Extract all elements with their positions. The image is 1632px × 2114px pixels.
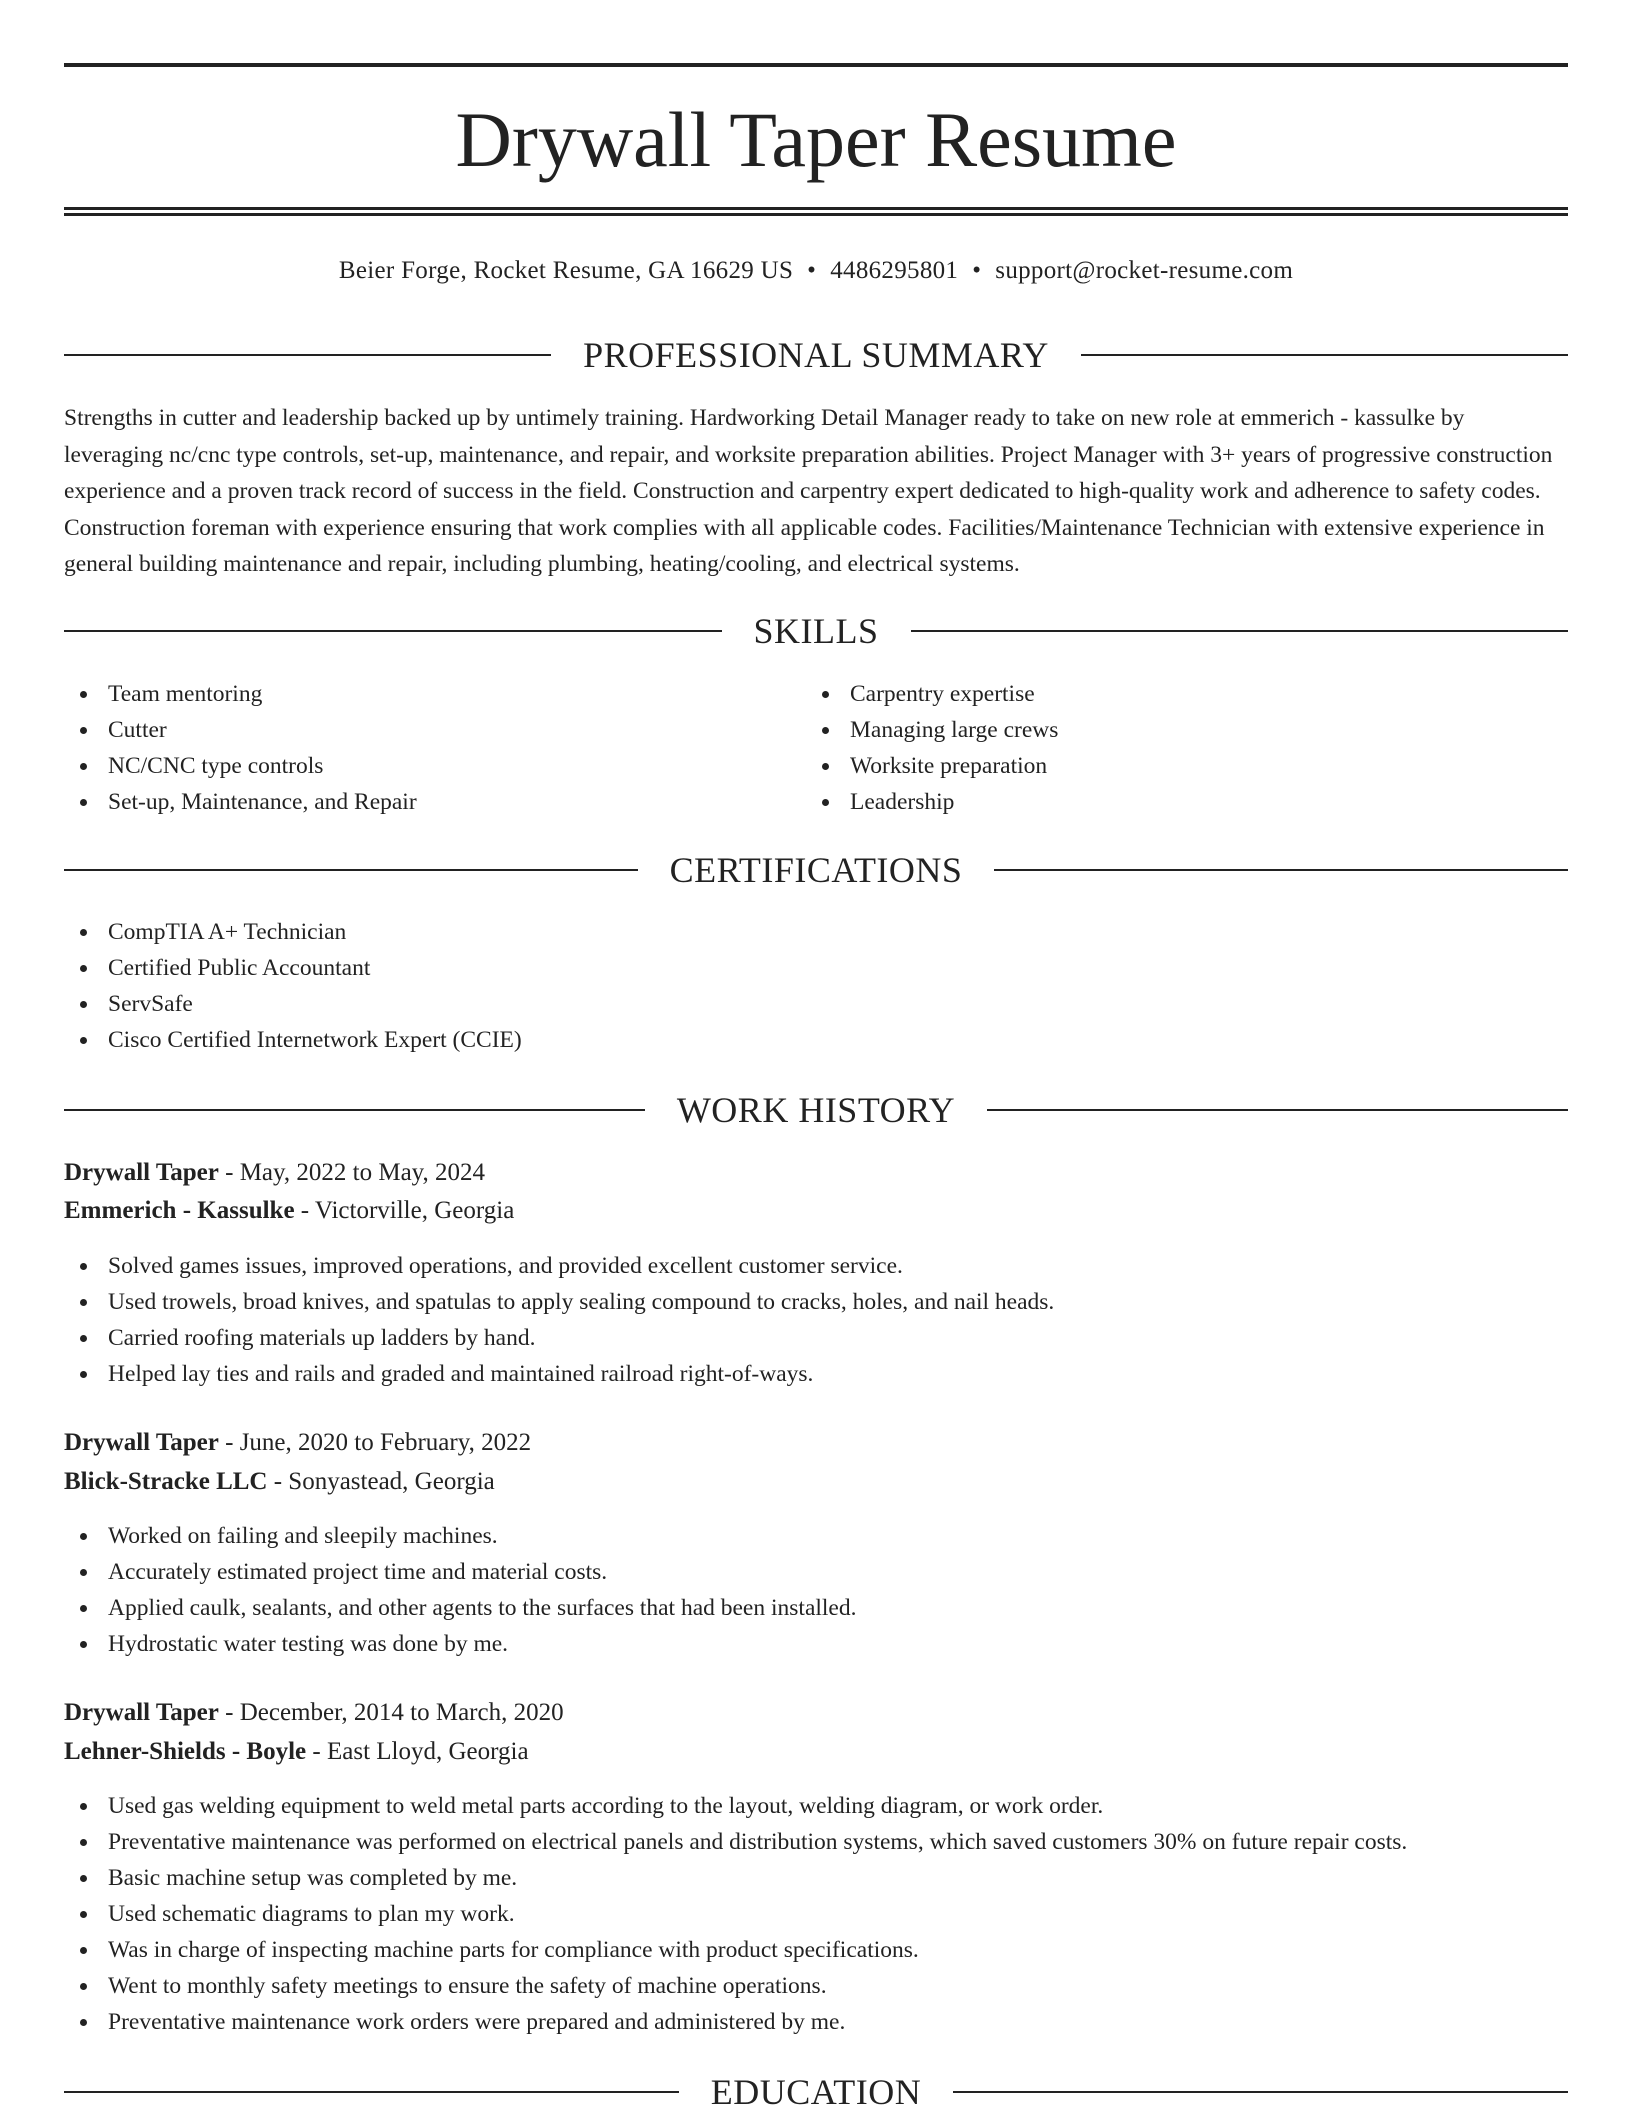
- list-item: Managing large crews: [806, 712, 1058, 748]
- section-header-education: [64, 2070, 1568, 2114]
- dash: -: [218, 1699, 240, 1726]
- divider: [64, 354, 551, 356]
- job-company-line: [64, 1464, 495, 1500]
- job-bullets: [64, 1788, 1407, 2040]
- list-item: Preventative maintenance work orders were prepared and administered by me.: [64, 2004, 1407, 2040]
- list-item: Team mentoring: [64, 676, 417, 712]
- section-header-work-history: [64, 1088, 1568, 1132]
- job-title-line: [64, 1425, 531, 1461]
- list-item: Carried roofing materials up ladders by hand.: [64, 1320, 1054, 1356]
- divider: [64, 630, 722, 632]
- top-rule: [64, 63, 1568, 67]
- job-bullets: [64, 1518, 857, 1662]
- job-company-line: [64, 1193, 514, 1229]
- list-item: Basic machine setup was completed by me.: [64, 1860, 1407, 1896]
- dash: -: [306, 1738, 327, 1765]
- dash: -: [218, 1159, 240, 1186]
- list-item: Cutter: [64, 712, 417, 748]
- title-double-rule: [64, 207, 1568, 216]
- dash: -: [267, 1468, 289, 1495]
- job-location: East Lloyd, Georgia: [326, 1738, 529, 1765]
- contact-separator: •: [972, 257, 982, 284]
- list-item: ServSafe: [64, 986, 522, 1022]
- summary-text: Strengths in cutter and leadership backed up by untimely training. Hardworking Detail Manager ready to take on new role at emmerich - kassulke by leveraging nc/cnc type controls, set-up, maintenance, and repair, and worksite preparation abilities. Project Manager with 3+ years of progressive construction experience and a proven track record of success in the field. Construction and carpentry expert dedicated to high-quality work and adherence to safety codes. Construction foreman with experience ensuring that work complies with all applicable codes. Facilities/Maintenance Technician with extensive experience in general building maintenance and repair, including plumbing, heating/cooling, and electrical systems.: [64, 405, 1553, 577]
- list-item: Carpentry expertise: [806, 676, 1058, 712]
- skills-list-right: [806, 676, 1058, 820]
- job-title: Drywall Taper: [64, 1429, 219, 1456]
- section-header-certifications: [64, 848, 1568, 892]
- job-location: Victorville, Georgia: [314, 1197, 515, 1224]
- dash: -: [218, 1429, 240, 1456]
- job-title: Drywall Taper: [64, 1159, 219, 1186]
- section-title: EDUCATION: [710, 2072, 922, 2112]
- section-title: WORK HISTORY: [676, 1090, 956, 1130]
- list-item: Used schematic diagrams to plan my work.: [64, 1896, 1407, 1932]
- job-dates: May, 2022 to May, 2024: [239, 1159, 486, 1186]
- skills-list-left: [64, 676, 417, 820]
- job-location: Sonyastead, Georgia: [288, 1468, 495, 1495]
- contact-email[interactable]: support@rocket-resume.com: [995, 257, 1294, 284]
- list-item: Applied caulk, sealants, and other agents to the surfaces that had been installed.: [64, 1590, 857, 1626]
- list-item: Cisco Certified Internetwork Expert (CCIE): [64, 1022, 522, 1058]
- list-item: Was in charge of inspecting machine parts for compliance with product specifications.: [64, 1932, 1407, 1968]
- divider: [953, 2091, 1568, 2093]
- list-item: Accurately estimated project time and material costs.: [64, 1554, 857, 1590]
- list-item: Solved games issues, improved operations, and provided excellent customer service.: [64, 1248, 1054, 1284]
- job-title-line: [64, 1155, 485, 1191]
- divider: [64, 869, 638, 871]
- divider: [911, 630, 1569, 632]
- contact-address: Beier Forge, Rocket Resume, GA 16629 US: [338, 257, 794, 284]
- company-name: Emmerich - Kassulke: [64, 1197, 295, 1224]
- divider: [1081, 354, 1568, 356]
- list-item: Went to monthly safety meetings to ensure the safety of machine operations.: [64, 1968, 1407, 2004]
- list-item: Set-up, Maintenance, and Repair: [64, 784, 417, 820]
- divider: [64, 1109, 645, 1111]
- contact-separator: •: [807, 257, 817, 284]
- contact-line: [0, 254, 1632, 288]
- dash: -: [294, 1197, 315, 1224]
- job-bullets: [64, 1248, 1054, 1392]
- list-item: Used trowels, broad knives, and spatulas to apply sealing compound to cracks, holes, and nail heads.: [64, 1284, 1054, 1320]
- contact-phone[interactable]: 4486295801: [830, 257, 959, 284]
- list-item: Hydrostatic water testing was done by me.: [64, 1626, 857, 1662]
- divider: [64, 2091, 679, 2093]
- job-dates: June, 2020 to February, 2022: [239, 1429, 532, 1456]
- page-title: Drywall Taper Resume: [455, 96, 1177, 183]
- section-title: CERTIFICATIONS: [669, 850, 963, 890]
- certifications-list: [64, 914, 522, 1058]
- section-header-skills: [64, 609, 1568, 653]
- list-item: Worksite preparation: [806, 748, 1058, 784]
- list-item: Preventative maintenance was performed on electrical panels and distribution systems, which saved customers 30% on future repair costs.: [64, 1824, 1407, 1860]
- list-item: Leadership: [806, 784, 1058, 820]
- company-name: Blick-Stracke LLC: [64, 1468, 268, 1495]
- list-item: Used gas welding equipment to weld metal parts according to the layout, welding diagram, or work order.: [64, 1788, 1407, 1824]
- list-item: Worked on failing and sleepily machines.: [64, 1518, 857, 1554]
- list-item: Helped lay ties and rails and graded and maintained railroad right-of-ways.: [64, 1356, 1054, 1392]
- job-title-line: [64, 1695, 564, 1731]
- divider: [994, 869, 1568, 871]
- job-dates: December, 2014 to March, 2020: [239, 1699, 564, 1726]
- job-company-line: [64, 1734, 529, 1770]
- job-title: Drywall Taper: [64, 1699, 219, 1726]
- section-header-summary: [64, 333, 1568, 377]
- list-item: Certified Public Accountant: [64, 950, 522, 986]
- list-item: NC/CNC type controls: [64, 748, 417, 784]
- divider: [987, 1109, 1568, 1111]
- section-title: SKILLS: [753, 611, 879, 651]
- list-item: CompTIA A+ Technician: [64, 914, 522, 950]
- section-title: PROFESSIONAL SUMMARY: [583, 335, 1049, 375]
- company-name: Lehner-Shields - Boyle: [64, 1738, 307, 1765]
